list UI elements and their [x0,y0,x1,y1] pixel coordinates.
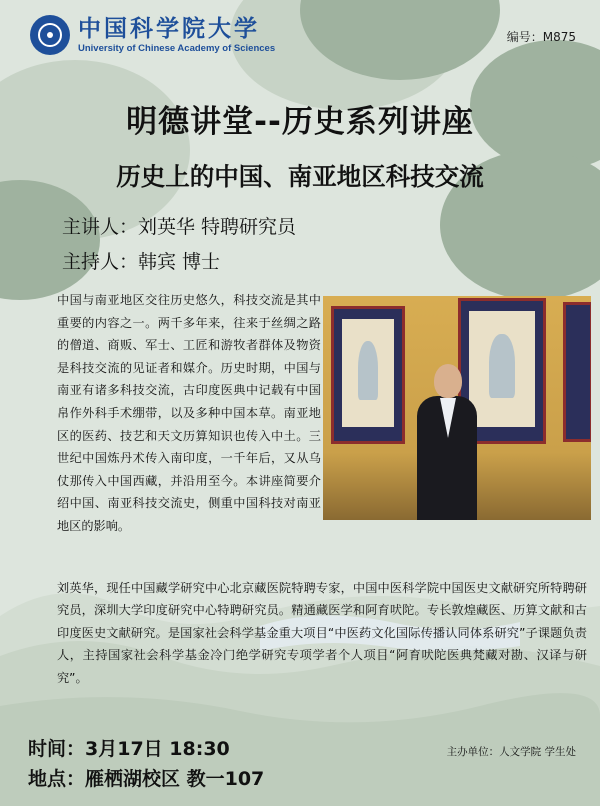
host-line: 主持人：韩宾 博士 [62,251,221,273]
series-title: 明德讲堂--历史系列讲座 [126,104,474,140]
organizer-line: 主办单位：人文学院 学生处 [446,746,576,758]
lecture-title: 历史上的中国、南亚地区科技交流 [116,162,484,191]
lecture-abstract: 中国与南亚地区交往历史悠久，科技交流是其中重要的内容之一。两千多年来，往来于丝绸之路的僧道、商贩、军士、工匠和游牧者群体及物资是科技交流的见证者和媒介。历史时期，中国与南亚有诸多科技交流，古印度医典中记载有中国帛作外科手术绷带，以及多种中国本草。南亚地区的医药、技艺和天文历算知识也传入中土。三世纪中国炼丹术传入南印度，一千年后，又从乌仗那传入中国西藏，并沿用至今。本讲座简要介绍中国、南亚科技交流史，侧重中国科技对南亚地区的影响。 [57,293,321,533]
event-location: 地点：雁栖湖校区 教一107 [28,768,265,790]
university-logo [30,12,275,58]
serial-number: 编号：M875 [506,30,576,44]
logo-chinese-name: 中国科学院大学 [78,14,260,42]
speaker-photo [323,296,591,520]
university-seal-icon [30,15,70,55]
speaker-line: 主讲人：刘英华 特聘研究员 [62,216,297,238]
speaker-biography: 刘英华，现任中国藏学研究中心北京藏医院特聘专家，中国中医科学院中国医史文献研究所特聘研究员，深圳大学印度研究中心特聘研究员。精通藏医学和阿育吠陀。专长敦煌藏医、历算文献和古印度医史文献研究。是国家社会科学基金重大项目“中医药文化国际传播认同体系研究”子课题负责人，主持国家社会科学基金冷门绝学研究专项学者个人项目“阿育吠陀医典梵藏对勘、汉译与研究”。 [57,581,587,685]
event-time: 时间：3月17日 18:30 [28,738,230,760]
logo-english-name: University of Chinese Academy of Sciences [78,42,276,54]
